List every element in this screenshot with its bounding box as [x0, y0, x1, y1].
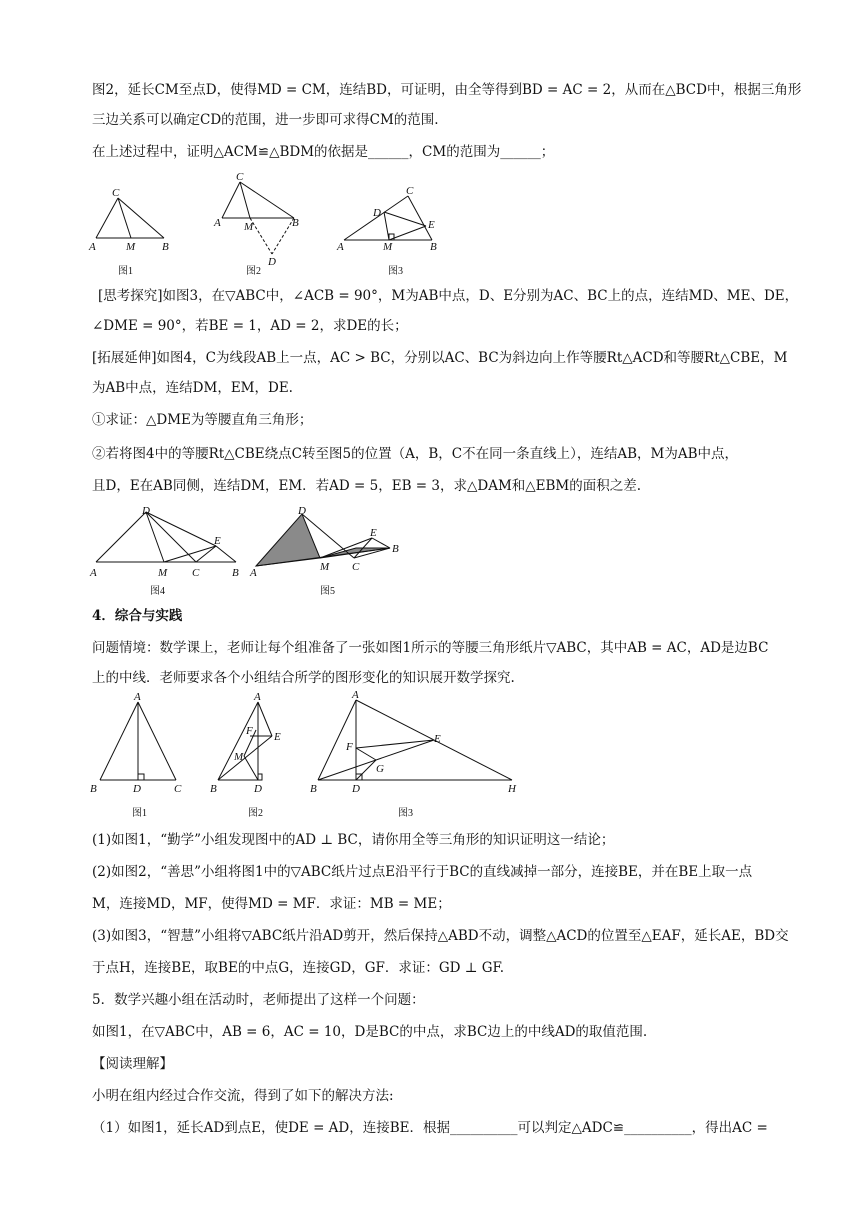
- label-A: A: [337, 241, 344, 253]
- label-E: E: [428, 219, 435, 231]
- text-line: ∠DME = 90°，若BE = 1，AD = 2，求DE的长；: [92, 318, 408, 334]
- figure-3: [344, 196, 432, 240]
- section-heading: 4．综合与实践: [92, 608, 183, 624]
- label-E: E: [274, 731, 281, 743]
- text-line: 且D，E在AB同侧，连结DM，EM．若AD = 5，EB = 3，求△DAM和△EBM的面积之差.: [92, 478, 642, 494]
- figure-caption: 图4: [150, 586, 165, 597]
- label-A: A: [352, 690, 359, 701]
- label-E: E: [370, 527, 377, 539]
- figure-caption: 图3: [388, 266, 403, 277]
- text-line: （1）如图1，延长AD到点E，使DE = AD，连接BE．根据__________可以判定△ADC≌__________，得出AC =: [92, 1120, 768, 1136]
- text-line: ①求证：△DME为等腰直角三角形；: [92, 412, 313, 428]
- figure-2b: [218, 702, 272, 780]
- label-C: C: [174, 783, 182, 795]
- text-line: 图2，延长CM至点D，使得MD = CM，连结BD，可证明，由全等得到BD = AC = 2，从而在△BCD中，根据三角形: [92, 82, 802, 98]
- text-line: 如图1，在▽ABC中，AB = 6，AC = 10，D是BC的中点，求BC边上的中线AD的取值范围.: [92, 1024, 648, 1040]
- label-D: D: [133, 783, 141, 795]
- label-B: B: [90, 783, 97, 795]
- label-D: D: [142, 505, 150, 517]
- figure-caption: 图2: [248, 808, 263, 819]
- label-D: D: [298, 505, 306, 517]
- figure-caption: 图1: [132, 808, 147, 819]
- text-line: ②若将图4中的等腰Rt△CBE绕点C转至图5的位置（A，B，C不在同一条直线上），连结AB，M为AB中点，: [92, 446, 738, 462]
- text-line: 5．数学兴趣小组在活动时，老师提出了这样一个问题：: [92, 992, 425, 1008]
- label-B: B: [292, 217, 299, 229]
- figures-row-2: [86, 504, 416, 600]
- label-A: A: [90, 567, 97, 579]
- text-line: 小明在组内经过合作交流，得到了如下的解决方法:: [92, 1088, 394, 1104]
- label-D: D: [268, 256, 276, 268]
- label-D: D: [254, 783, 262, 795]
- label-F: F: [346, 741, 353, 753]
- text-line: [拓展延伸]如图4，C为线段AB上一点，AC > BC，分别以AC、BC为斜边向上作等腰Rt△ACD和等腰Rt△CBE，M: [92, 350, 788, 366]
- text-line: 于点H，连接BE，取BE的中点G，连接GD，GF．求证：GD ⊥ GF.: [92, 960, 505, 976]
- text-line: 在上述过程中，证明△ACM≌△BDM的依据是______，CM的范围为______；: [92, 144, 555, 160]
- label-B: B: [162, 241, 169, 253]
- text-line: (3)如图3，“智慧”小组将▽ABC纸片沿AD剪开，然后保持△ABD不动，调整△ACD的位置至△EAF，延长AE，BD交: [92, 928, 789, 944]
- label-F: F: [246, 725, 253, 737]
- label-M: M: [244, 221, 254, 233]
- label-A: A: [134, 691, 141, 703]
- label-B: B: [232, 567, 239, 579]
- label-C: C: [352, 561, 360, 573]
- label-B: B: [210, 783, 217, 795]
- label-H: H: [508, 783, 516, 795]
- label-M: M: [234, 751, 244, 763]
- label-A: A: [254, 691, 261, 703]
- figures-row-1: [86, 166, 456, 284]
- label-A: A: [214, 217, 221, 229]
- text-line: (1)如图1，“勤学”小组发现图中的AD ⊥ BC，请你用全等三角形的知识证明这一结论；: [92, 832, 615, 848]
- label-M: M: [126, 241, 136, 253]
- figure-caption: 图5: [320, 586, 335, 597]
- label-D: D: [352, 783, 360, 795]
- figures-row-3: [86, 690, 526, 820]
- label-M: M: [383, 241, 393, 253]
- label-C: C: [406, 185, 414, 197]
- text-line: M，连接MD，MF，使得MD = MF．求证：MB = ME；: [92, 896, 451, 912]
- figure-3b: [318, 700, 512, 780]
- text-line: 上的中线．老师要求各个小组结合所学的图形变化的知识展开数学探究.: [92, 670, 515, 686]
- text-line: 问题情境：数学课上，老师让每个组准备了一张如图1所示的等腰三角形纸片▽ABC，其中AB = AC，AD是边BC: [92, 640, 769, 656]
- label-A: A: [250, 567, 257, 579]
- label-E: E: [434, 733, 441, 745]
- text-line: (2)如图2，“善思”小组将图1中的▽ABC纸片过点E沿平行于BC的直线减掉一部分，连接BE，并在BE上取一点: [92, 864, 753, 880]
- figure-2: [222, 182, 294, 254]
- text-line: 三边关系可以确定CD的范围，进一步即可求得CM的范围.: [92, 112, 439, 128]
- label-B: B: [310, 783, 317, 795]
- label-D: D: [373, 207, 381, 219]
- label-A: A: [89, 241, 96, 253]
- figure-caption: 图1: [118, 266, 133, 277]
- label-C: C: [236, 171, 244, 183]
- label-B: B: [392, 543, 399, 555]
- section-heading: 【阅读理解】: [92, 1056, 173, 1072]
- label-G: G: [376, 763, 384, 775]
- figure-5: [256, 514, 390, 566]
- figure-caption: 图3: [398, 808, 413, 819]
- figure-caption: 图2: [246, 266, 261, 277]
- label-C: C: [192, 567, 200, 579]
- label-M: M: [158, 567, 168, 579]
- label-E: E: [214, 535, 221, 547]
- figure-1: [96, 198, 164, 238]
- text-line: [思考探究]如图3，在▽ABC中，∠ACB = 90°，M为AB中点，D、E分别为AC、BC上的点，连结MD、ME、DE，: [98, 288, 799, 304]
- label-M: M: [320, 561, 330, 573]
- text-line: 为AB中点，连结DM，EM，DE.: [92, 380, 293, 396]
- label-C: C: [112, 187, 120, 199]
- figure-1b: [100, 702, 176, 780]
- label-B: B: [430, 241, 437, 253]
